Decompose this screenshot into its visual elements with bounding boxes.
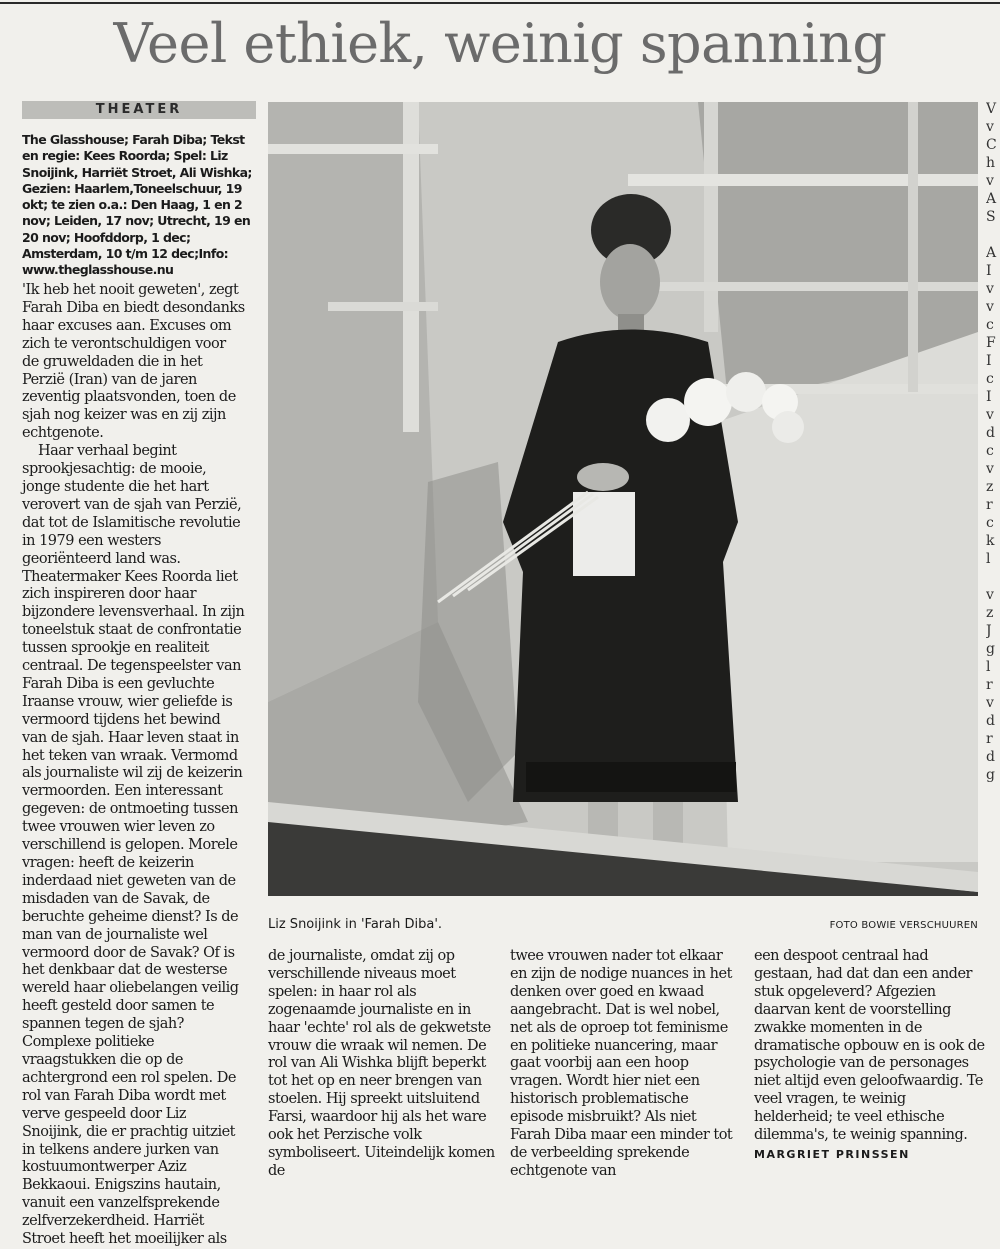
photo-credit: FOTO BOWIE VERSCHUUREN — [829, 920, 978, 931]
article-paragraph-4: twee vrouwen nader tot elkaar en zijn de nodige nuances in het denken over goed en kwaad aangebracht. Dat is wel nobel, net als de oproep tot feminisme en politieke nuancering, maar gaat voorbij aan een hoop vragen. Wordt hier niet een historisch problematische episode misbruikt? Als niet Farah Diba maar een minder tot de verbeelding sprekende echtgenote van — [510, 948, 733, 1179]
adjacent-article-edge: V v C h v A S A I v v c F I c I v d c v z r c k l v z J g l r v d r d g — [986, 101, 997, 783]
stage-photo — [268, 102, 978, 896]
author-byline: MARGRIET PRINSSEN — [754, 1147, 910, 1161]
article-paragraph-2: Haar verhaal begint sprookjesachtig: de mooie, jonge studente die het hart verovert van de sjah van Perzië, dat tot de Islamitische revolutie in 1979 een westers georiënteerd land was. Theatermaker Kees Roorda liet zich inspireren door haar bijzondere levensverhaal. In zijn toneelstuk staat de confrontatie tussen sprookje en realiteit centraal. De tegenspeelster van Farah Diba is een gevluchte Iraanse vrouw, wier geliefde is vermoord tijdens het bewind van de sjah. Haar leven staat in het teken van wraak. Vermomd als journaliste wil zij de keizerin vermoorden. Een interessant gegeven: de ontmoeting tussen twee vrouwen wier leven zo verschillend is gelopen. Morele vragen: heeft de keizerin inderdaad niet geweten van de misdaden van de Savak, de beruchte geheime dienst? Is de man van de journaliste wel vermoord door de Savak? Of is het denkbaar dat de westerse wereld haar oliebelangen veilig heeft gesteld door samen te spannen tegen de sjah? Complexe politieke vraagstukken die op de achtergrond een rol spelen. De rol van Farah Diba wordt met verve gespeeld door Liz Snoijink, die er prachtig uitziet in telkens andere jurken van kostuumontwerper Aziz Bekkaoui. Enigszins hautain, vanuit een vanzelfsprekende zelfverzekerdheid. Harriët Stroet heeft het moeilijker als — [22, 443, 245, 1248]
article-column-2 — [268, 948, 498, 1181]
photo-caption: Liz Snoijink in 'Farah Diba'. — [268, 917, 443, 932]
top-rule — [0, 2, 1000, 4]
article-paragraph-1: 'Ik heb het nooit geweten', zegt Farah Diba en biedt desondanks haar excuses aan. Excuses om zich te verontschuldigen voor de gruweldaden die in het Perzië (Iran) van de jaren zeventig plaatsvonden, toen de sjah nog keizer was en zij zijn echtgenote. — [22, 282, 245, 442]
article-column-4 — [754, 948, 986, 1164]
stage-photo-illustration — [268, 102, 978, 896]
headline: Veel ethiek, weinig spanning — [113, 12, 887, 75]
production-credits: The Glasshouse; Farah Diba; Tekst en regie: Kees Roorda; Spel: Liz Snoijink, Harriët Stroet, Ali Wishka; Gezien: Haarlem,Toneelschuur, 19 okt; te zien o.a.: Den Haag, 1 en 2 nov; Leiden, 17 nov; Utrecht, 19 en 20 nov; Hoofddorp, 1 dec; Amsterdam, 10 t/m 12 dec;Info: www.theglasshouse.nu — [22, 132, 252, 278]
article-column-3 — [510, 948, 740, 1181]
article-column-1 — [22, 282, 246, 1249]
article-paragraph-5: een despoot centraal had gestaan, had dat dan een ander stuk opgeleverd? Afgezien daarvan kent de voorstelling zwakke momenten in de dramatische opbouw en is ook de psychologie van de personages niet altijd even geloofwaardig. Te veel vragen, te weinig helderheid; te veel ethische dilemma's, te weinig spanning. — [754, 948, 985, 1144]
article-paragraph-3: de journaliste, omdat zij op verschillende niveaus moet spelen: in haar rol als zogenaamde journaliste en in haar 'echte' rol als de gekwetste vrouw die wraak wil nemen. De rol van Ali Wishka blijft beperkt tot het op en neer brengen van stoelen. Hij spreekt uitsluitend Farsi, waardoor hij als het ware ook het Perzische volk symboliseert. Uiteindelijk komen de — [268, 948, 495, 1179]
section-kicker: THEATER — [22, 101, 256, 119]
